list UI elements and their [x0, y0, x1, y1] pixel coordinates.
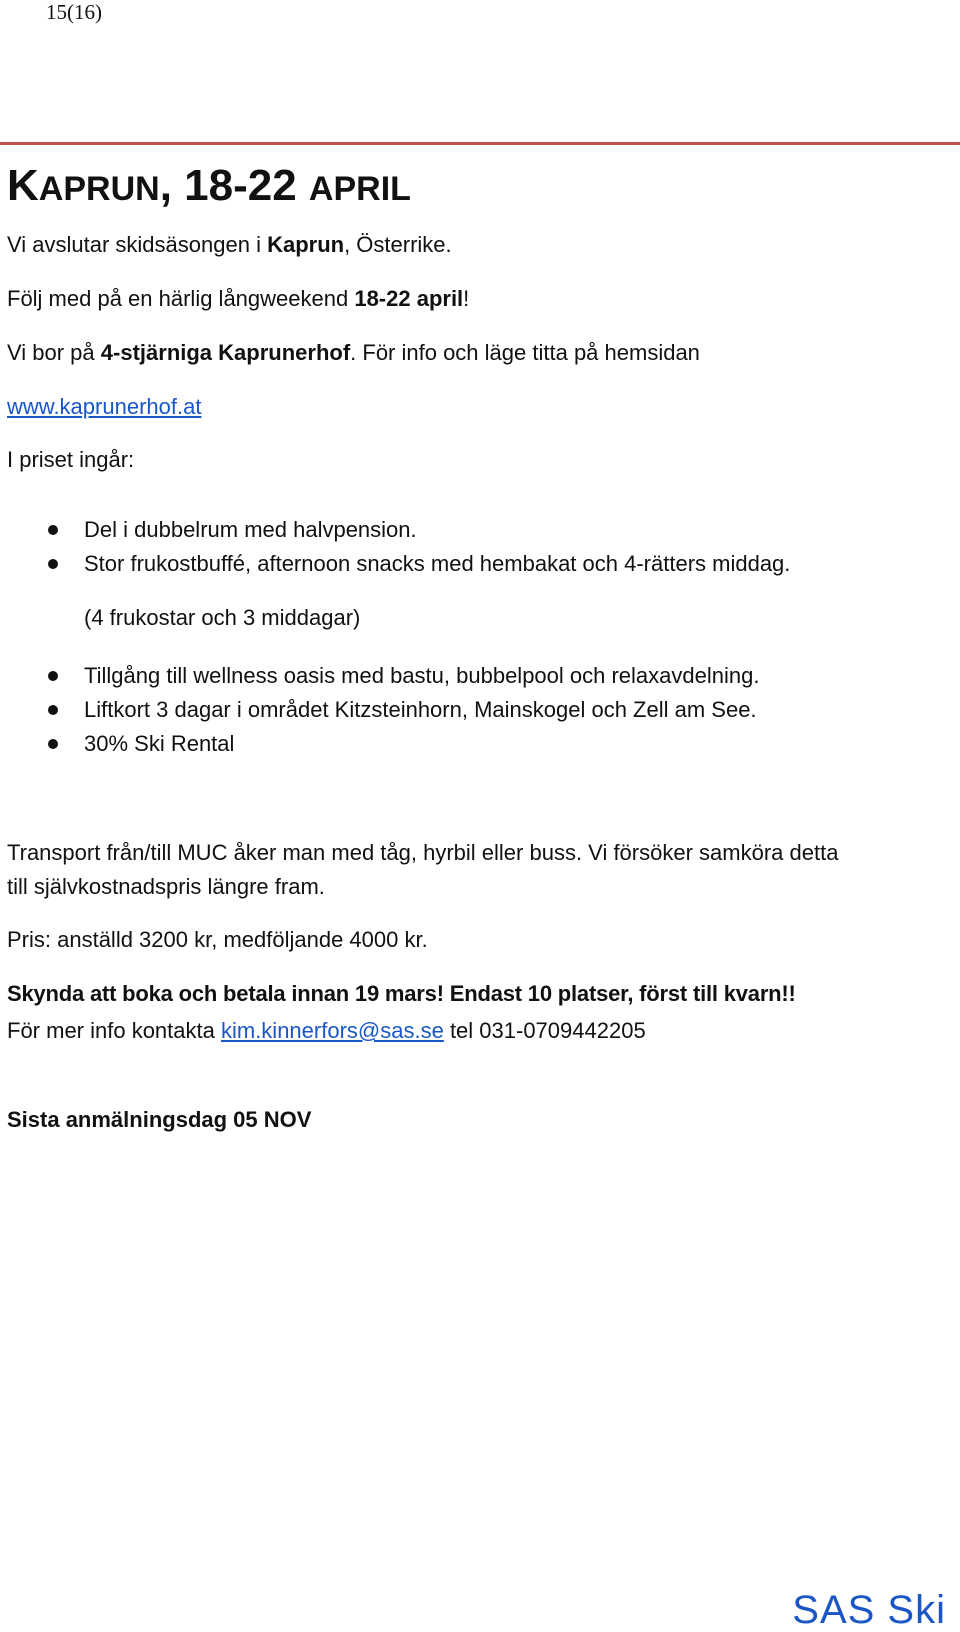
header-divider [0, 142, 960, 145]
intro-line-1: Vi avslutar skidsäsongen i Kaprun, Österrike. [7, 232, 452, 257]
intro-line-2: Följ med på en härlig långweekend 18-22 april! [7, 286, 470, 311]
included-note: (4 frukostar och 3 middagar) [84, 605, 361, 630]
contact-line: För mer info kontakta kim.kinnerfors@sas.se tel 031-0709442205 [7, 1018, 646, 1043]
page-title: KAPRUN, 18-22 APRIL [7, 161, 411, 210]
transport-line-2: till självkostnadspris längre fram. [7, 874, 325, 899]
list-item: Liftkort 3 dagar i området Kitzsteinhorn, Mainskogel och Zell am See. [84, 697, 757, 722]
bullet-icon [48, 559, 58, 569]
booking-callout: Skynda att boka och betala innan 19 mars! Endast 10 platser, först till kvarn!! [7, 981, 796, 1006]
list-item: Tillgång till wellness oasis med bastu, bubbelpool och relaxavdelning. [84, 663, 760, 688]
contact-email-link[interactable]: kim.kinnerfors@sas.se [220, 1018, 444, 1043]
price-info: Pris: anställd 3200 kr, medföljande 4000 kr. [7, 927, 428, 952]
list-item: Del i dubbelrum med halvpension. [84, 517, 417, 542]
intro-line-3: Vi bor på 4-stjärniga Kaprunerhof. För info och läge titta på hemsidan [7, 340, 700, 365]
page-number: 15(16) [46, 0, 102, 24]
registration-deadline: Sista anmälningsdag 05 NOV [7, 1107, 312, 1132]
bullet-icon [48, 671, 58, 681]
hotel-website-link[interactable]: www.kaprunerhof.at [7, 394, 202, 419]
sas-ski-logo: SAS Ski [792, 1588, 946, 1632]
bullet-icon [48, 705, 58, 715]
list-item: 30% Ski Rental [84, 731, 235, 756]
included-label: I priset ingår: [7, 447, 135, 472]
transport-line-1: Transport från/till MUC åker man med tåg, hyrbil eller buss. Vi försöker samköra detta [7, 840, 839, 865]
bullet-icon [48, 739, 58, 749]
list-item: Stor frukostbuffé, afternoon snacks med hembakat och 4-rätters middag. [84, 551, 791, 576]
bullet-icon [48, 525, 58, 535]
